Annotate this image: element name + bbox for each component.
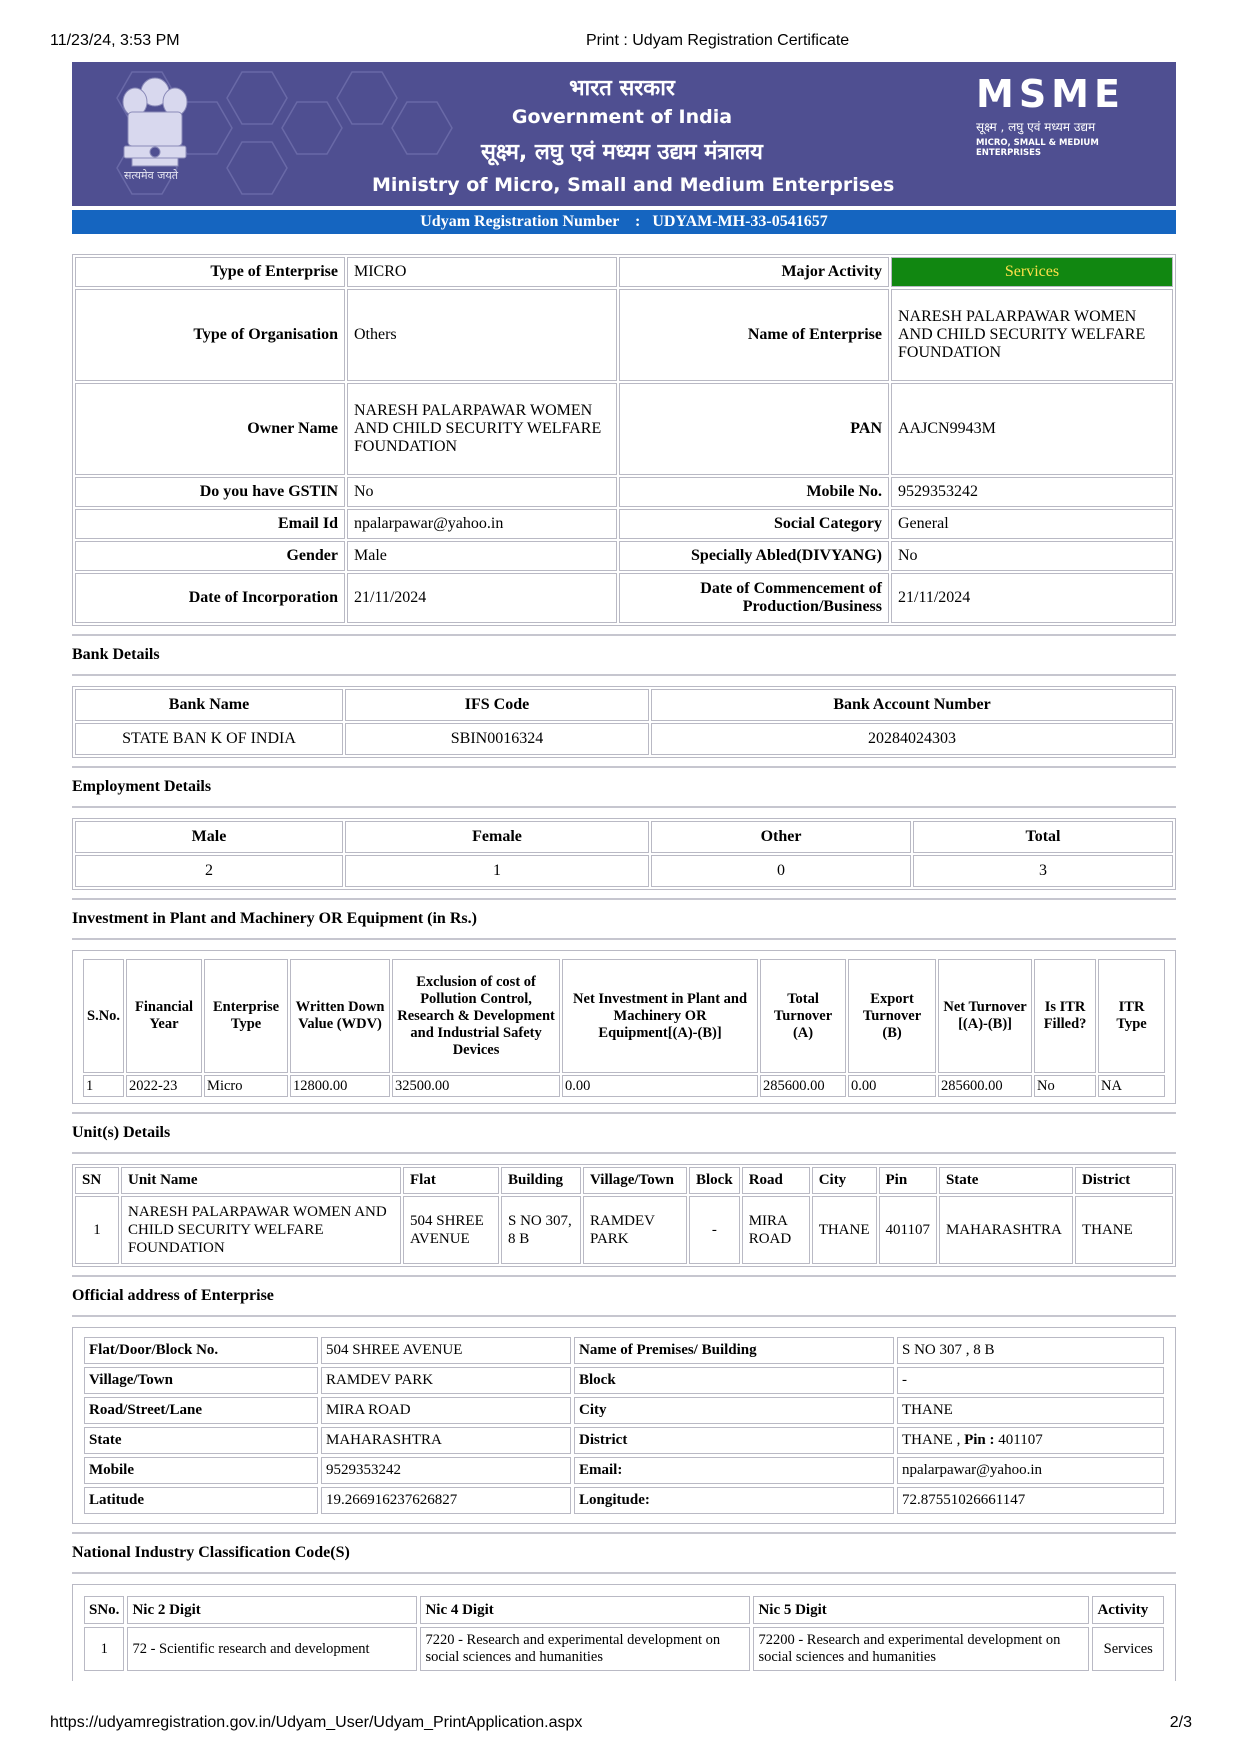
nic5-value: 72200 - Research and experimental development on social sciences and humanities xyxy=(753,1627,1089,1671)
nic-title: National Industry Classification Code(S) xyxy=(72,1544,350,1561)
enterprise-type-value: Micro xyxy=(204,1075,288,1097)
enterprise-name-value: NARESH PALARPAWAR WOMEN AND CHILD SECURITY WELFARE FOUNDATION xyxy=(891,289,1173,381)
flat-value: 504 SHREE AVENUE xyxy=(403,1196,499,1264)
gstin-label: Do you have GSTIN xyxy=(75,477,345,507)
divider xyxy=(72,1315,1176,1317)
print-footer xyxy=(0,1712,1240,1736)
commencement-date-value: 21/11/2024 xyxy=(891,573,1173,623)
registration-number: UDYAM-MH-33-0541657 xyxy=(652,213,828,230)
nic2-header: Nic 2 Digit xyxy=(127,1596,417,1624)
table-row xyxy=(75,289,1173,381)
gender-label: Gender xyxy=(75,541,345,571)
district-header: District xyxy=(1075,1167,1173,1194)
msme-logo-word: MSME xyxy=(976,72,1125,116)
premises-value: S NO 307 , 8 B xyxy=(897,1337,1164,1364)
sn-value: 1 xyxy=(75,1196,119,1264)
activity-value: Services xyxy=(1092,1627,1164,1671)
nic-table xyxy=(81,1593,1167,1674)
type-of-organisation-value: Others xyxy=(347,289,617,381)
divider xyxy=(72,674,1176,676)
district-value xyxy=(897,1427,1164,1454)
exclusion-cost-header: Exclusion of cost of Pollution Control, Research & Development and Industrial Safety Devices xyxy=(392,959,560,1073)
ifs-code-value: SBIN0016324 xyxy=(345,723,649,755)
table-header-row xyxy=(75,689,1173,721)
latitude-label: Latitude xyxy=(84,1487,318,1514)
block-value: - xyxy=(689,1196,740,1264)
msme-logo-hindi: सूक्ष्म , लघु एवं मध्यम उद्यम xyxy=(976,120,1096,134)
incorporation-date-value: 21/11/2024 xyxy=(347,573,617,623)
major-activity-value: Services xyxy=(891,257,1173,287)
certificate xyxy=(72,62,1176,1681)
net-investment-value: 0.00 xyxy=(562,1075,758,1097)
employment-details-table xyxy=(72,818,1176,890)
male-header: Male xyxy=(75,821,343,853)
enterprise-details-table xyxy=(72,254,1176,626)
email-label: Email: xyxy=(574,1457,894,1484)
email-value: npalarpawar@yahoo.in xyxy=(347,509,617,539)
account-number-value: 20284024303 xyxy=(651,723,1173,755)
bank-name-header: Bank Name xyxy=(75,689,343,721)
pin-value: 401107 xyxy=(998,1432,1043,1448)
female-count: 1 xyxy=(345,855,649,887)
pin-label: Pin : xyxy=(964,1432,995,1448)
major-activity-label: Major Activity xyxy=(619,257,889,287)
village-town-value: RAMDEV PARK xyxy=(583,1196,687,1264)
state-value: MAHARASHTRA xyxy=(939,1196,1073,1264)
commencement-date-label: Date of Commencement of Production/Business xyxy=(619,573,889,623)
pan-label: PAN xyxy=(619,383,889,475)
table-row xyxy=(75,723,1173,755)
city-header: City xyxy=(812,1167,877,1194)
enterprise-type-header: Enterprise Type xyxy=(204,959,288,1073)
table-header-row xyxy=(75,821,1173,853)
flat-value: 504 SHREE AVENUE xyxy=(321,1337,571,1364)
pan-value: AAJCN9943M xyxy=(891,383,1173,475)
registration-number-bar xyxy=(72,210,1176,234)
bank-name-value: STATE BAN K OF INDIA xyxy=(75,723,343,755)
block-label: Block xyxy=(574,1367,894,1394)
city-label: City xyxy=(574,1397,894,1424)
state-value: MAHARASHTRA xyxy=(321,1427,571,1454)
village-town-value: RAMDEV PARK xyxy=(321,1367,571,1394)
district-label: District xyxy=(574,1427,894,1454)
other-header: Other xyxy=(651,821,911,853)
msme-logo-english: MICRO, SMALL & MEDIUM ENTERPRISES xyxy=(976,138,1099,158)
hindi-govt-title: भारत सरकार xyxy=(569,76,675,101)
official-address-table xyxy=(81,1334,1167,1517)
nic4-header: Nic 4 Digit xyxy=(420,1596,750,1624)
latitude-value: 19.266916237626827 xyxy=(321,1487,571,1514)
enterprise-name-label: Name of Enterprise xyxy=(619,289,889,381)
ifs-code-header: IFS Code xyxy=(345,689,649,721)
print-page-title: Print : Udyam Registration Certificate xyxy=(586,32,850,49)
bank-details-title: Bank Details xyxy=(72,646,160,663)
account-number-header: Bank Account Number xyxy=(651,689,1173,721)
building-header: Building xyxy=(501,1167,581,1194)
table-row xyxy=(84,1337,1164,1364)
govt-title: Government of India xyxy=(511,106,733,128)
itr-filled-value: No xyxy=(1034,1075,1096,1097)
mobile-value: 9529353242 xyxy=(321,1457,571,1484)
nic4-value: 7220 - Research and experimental development on social sciences and humanities xyxy=(420,1627,750,1671)
block-header: Block xyxy=(689,1167,740,1194)
type-of-enterprise-label: Type of Enterprise xyxy=(75,257,345,287)
financial-year-header: Financial Year xyxy=(126,959,202,1073)
table-row xyxy=(75,509,1173,539)
table-row xyxy=(84,1367,1164,1394)
divyang-value: No xyxy=(891,541,1173,571)
print-url: https://udyamregistration.gov.in/Udyam_User/Udyam_PrintApplication.aspx xyxy=(50,1714,583,1731)
registration-separator: : xyxy=(635,213,641,230)
pin-header: Pin xyxy=(879,1167,937,1194)
road-label: Road/Street/Lane xyxy=(84,1397,318,1424)
divyang-label: Specially Abled(DIVYANG) xyxy=(619,541,889,571)
city-value: THANE xyxy=(897,1397,1164,1424)
table-row xyxy=(84,1397,1164,1424)
table-row xyxy=(84,1427,1164,1454)
table-row xyxy=(84,1627,1164,1671)
district-name: THANE , xyxy=(902,1432,961,1448)
table-header-row xyxy=(83,959,1165,1073)
table-row xyxy=(75,1196,1173,1264)
pin-value: 401107 xyxy=(879,1196,937,1264)
table-row xyxy=(84,1487,1164,1514)
export-turnover-value: 0.00 xyxy=(848,1075,936,1097)
table-row xyxy=(75,573,1173,623)
exclusion-cost-value: 32500.00 xyxy=(392,1075,560,1097)
unit-name-header: Unit Name xyxy=(121,1167,401,1194)
incorporation-date-label: Date of Incorporation xyxy=(75,573,345,623)
units-table xyxy=(72,1164,1176,1267)
longitude-label: Longitude: xyxy=(574,1487,894,1514)
msme-logo xyxy=(976,74,1146,158)
table-row xyxy=(84,1457,1164,1484)
total-turnover-value: 285600.00 xyxy=(760,1075,846,1097)
total-turnover-header: Total Turnover (A) xyxy=(760,959,846,1073)
wdv-value: 12800.00 xyxy=(290,1075,390,1097)
longitude-value: 72.87551026661147 xyxy=(897,1487,1164,1514)
print-timestamp: 11/23/24, 3:53 PM xyxy=(50,32,180,49)
table-row xyxy=(75,541,1173,571)
flat-header: Flat xyxy=(403,1167,499,1194)
divider xyxy=(72,806,1176,808)
table-row xyxy=(75,383,1173,475)
sno-value: 1 xyxy=(83,1075,124,1097)
table-header-row xyxy=(84,1596,1164,1624)
table-row xyxy=(83,1075,1165,1097)
owner-name-label: Owner Name xyxy=(75,383,345,475)
investment-title: Investment in Plant and Machinery OR Equipment (in Rs.) xyxy=(72,910,477,927)
district-value: THANE xyxy=(1075,1196,1173,1264)
itr-type-value: NA xyxy=(1098,1075,1165,1097)
total-count: 3 xyxy=(913,855,1173,887)
nic-panel xyxy=(72,1584,1176,1681)
employment-details-title: Employment Details xyxy=(72,778,212,795)
email-label: Email Id xyxy=(75,509,345,539)
premises-label: Name of Premises/ Building xyxy=(574,1337,894,1364)
flat-label: Flat/Door/Block No. xyxy=(84,1337,318,1364)
gender-value: Male xyxy=(347,541,617,571)
village-town-header: Village/Town xyxy=(583,1167,687,1194)
road-value: MIRA ROAD xyxy=(321,1397,571,1424)
village-town-label: Village/Town xyxy=(84,1367,318,1394)
sno-header: S.No. xyxy=(83,959,124,1073)
mobile-label: Mobile No. xyxy=(619,477,889,507)
divider xyxy=(72,1152,1176,1154)
road-header: Road xyxy=(742,1167,810,1194)
emblem-motto: सत्यमेव जयते xyxy=(124,169,179,182)
print-header xyxy=(0,30,1240,54)
type-of-organisation-label: Type of Organisation xyxy=(75,289,345,381)
nic-sno-header: SNo. xyxy=(84,1596,124,1624)
official-address-panel xyxy=(72,1327,1176,1524)
state-label: State xyxy=(84,1427,318,1454)
govt-banner xyxy=(72,62,1176,206)
financial-year-value: 2022-23 xyxy=(126,1075,202,1097)
mobile-value: 9529353242 xyxy=(891,477,1173,507)
social-category-label: Social Category xyxy=(619,509,889,539)
owner-name-value: NARESH PALARPAWAR WOMEN AND CHILD SECURITY WELFARE FOUNDATION xyxy=(347,383,617,475)
male-count: 2 xyxy=(75,855,343,887)
itr-type-header: ITR Type xyxy=(1098,959,1165,1073)
export-turnover-header: Export Turnover (B) xyxy=(848,959,936,1073)
table-row xyxy=(75,477,1173,507)
table-header-row xyxy=(75,1167,1173,1194)
social-category-value: General xyxy=(891,509,1173,539)
mobile-label: Mobile xyxy=(84,1457,318,1484)
wdv-header: Written Down Value (WDV) xyxy=(290,959,390,1073)
investment-table xyxy=(81,957,1167,1099)
table-row xyxy=(75,257,1173,287)
investment-panel xyxy=(72,950,1176,1104)
block-value: - xyxy=(897,1367,1164,1394)
state-header: State xyxy=(939,1167,1073,1194)
city-value: THANE xyxy=(812,1196,877,1264)
total-header: Total xyxy=(913,821,1173,853)
nic2-value: 72 - Scientific research and development xyxy=(127,1627,417,1671)
net-investment-header: Net Investment in Plant and Machinery OR Equipment[(A)-(B)] xyxy=(562,959,758,1073)
registration-label: Udyam Registration Number xyxy=(420,213,620,230)
divider xyxy=(72,938,1176,940)
female-header: Female xyxy=(345,821,649,853)
table-row xyxy=(75,855,1173,887)
net-turnover-value: 285600.00 xyxy=(938,1075,1032,1097)
itr-filled-header: Is ITR Filled? xyxy=(1034,959,1096,1073)
unit-name-value: NARESH PALARPAWAR WOMEN AND CHILD SECURITY WELFARE FOUNDATION xyxy=(121,1196,401,1264)
email-value: npalarpawar@yahoo.in xyxy=(897,1457,1164,1484)
page-number: 2/3 xyxy=(1169,1714,1192,1731)
type-of-enterprise-value: MICRO xyxy=(347,257,617,287)
units-title: Unit(s) Details xyxy=(72,1124,171,1141)
sn-header: SN xyxy=(75,1167,119,1194)
other-count: 0 xyxy=(651,855,911,887)
nic5-header: Nic 5 Digit xyxy=(753,1596,1089,1624)
bank-details-table xyxy=(72,686,1176,758)
official-address-title: Official address of Enterprise xyxy=(72,1287,274,1304)
divider xyxy=(72,1572,1176,1574)
net-turnover-header: Net Turnover [(A)-(B)] xyxy=(938,959,1032,1073)
ministry-title: Ministry of Micro, Small and Medium Enterprises xyxy=(372,174,895,196)
activity-header: Activity xyxy=(1092,1596,1164,1624)
gstin-value: No xyxy=(347,477,617,507)
nic-sno-value: 1 xyxy=(84,1627,124,1671)
road-value: MIRA ROAD xyxy=(742,1196,810,1264)
building-value: S NO 307, 8 B xyxy=(501,1196,581,1264)
hindi-ministry-title: सूक्ष्म, लघु एवं मध्यम उद्यम मंत्रालय xyxy=(481,140,763,165)
